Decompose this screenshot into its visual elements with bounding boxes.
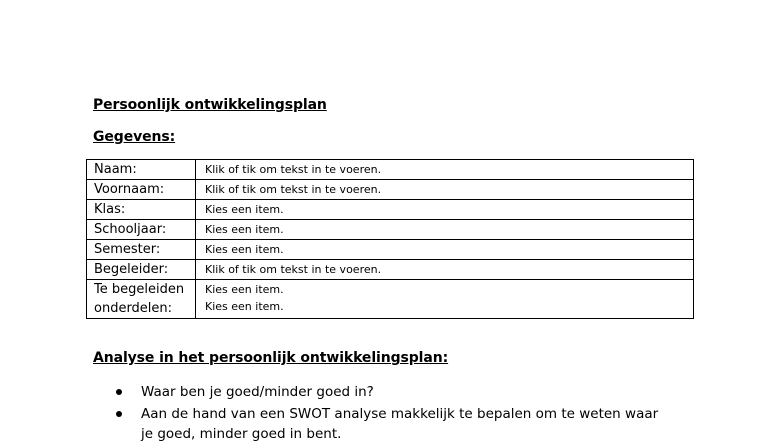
bullet-text: Waar ben je goed/minder goed in? [141, 384, 374, 400]
semester-label: Semester: [87, 240, 196, 260]
onderdelen-label: Te begeleiden onderdelen: [87, 280, 196, 319]
begeleider-field[interactable]: Klik of tik om tekst in te voeren. [196, 260, 694, 280]
table-row [87, 280, 694, 319]
bullet-text: Aan de hand van een SWOT analyse makkelijk te bepalen om te weten waar je goed, minder goed in bent. [141, 406, 659, 442]
voornaam-label: Voornaam: [87, 180, 196, 200]
list-item [114, 404, 674, 444]
analyse-heading: Analyse in het persoonlijk ontwikkelingsplan: [93, 350, 449, 366]
begeleider-label: Begeleider: [87, 260, 196, 280]
naam-label: Naam: [87, 160, 196, 180]
analyse-bullet-list [114, 382, 674, 446]
onderdelen-values [196, 280, 694, 319]
table-row [87, 240, 694, 260]
bullet-icon [116, 411, 122, 417]
table-row [87, 180, 694, 200]
onderdelen-dropdown-1[interactable]: Kies een item. [205, 283, 284, 296]
table-row [87, 200, 694, 220]
table-row [87, 220, 694, 240]
voornaam-field[interactable]: Klik of tik om tekst in te voeren. [196, 180, 694, 200]
semester-dropdown[interactable]: Kies een item. [196, 240, 694, 260]
schooljaar-label: Schooljaar: [87, 220, 196, 240]
gegevens-table [86, 159, 694, 319]
naam-field[interactable]: Klik of tik om tekst in te voeren. [196, 160, 694, 180]
klas-label: Klas: [87, 200, 196, 220]
klas-dropdown[interactable]: Kies een item. [196, 200, 694, 220]
table-row [87, 260, 694, 280]
table-row [87, 160, 694, 180]
bullet-icon [116, 389, 122, 395]
onderdelen-dropdown-2[interactable]: Kies een item. [205, 300, 284, 313]
document-title: Persoonlijk ontwikkelingsplan [93, 97, 327, 113]
schooljaar-dropdown[interactable]: Kies een item. [196, 220, 694, 240]
list-item [114, 382, 674, 402]
gegevens-heading: Gegevens: [93, 129, 176, 145]
